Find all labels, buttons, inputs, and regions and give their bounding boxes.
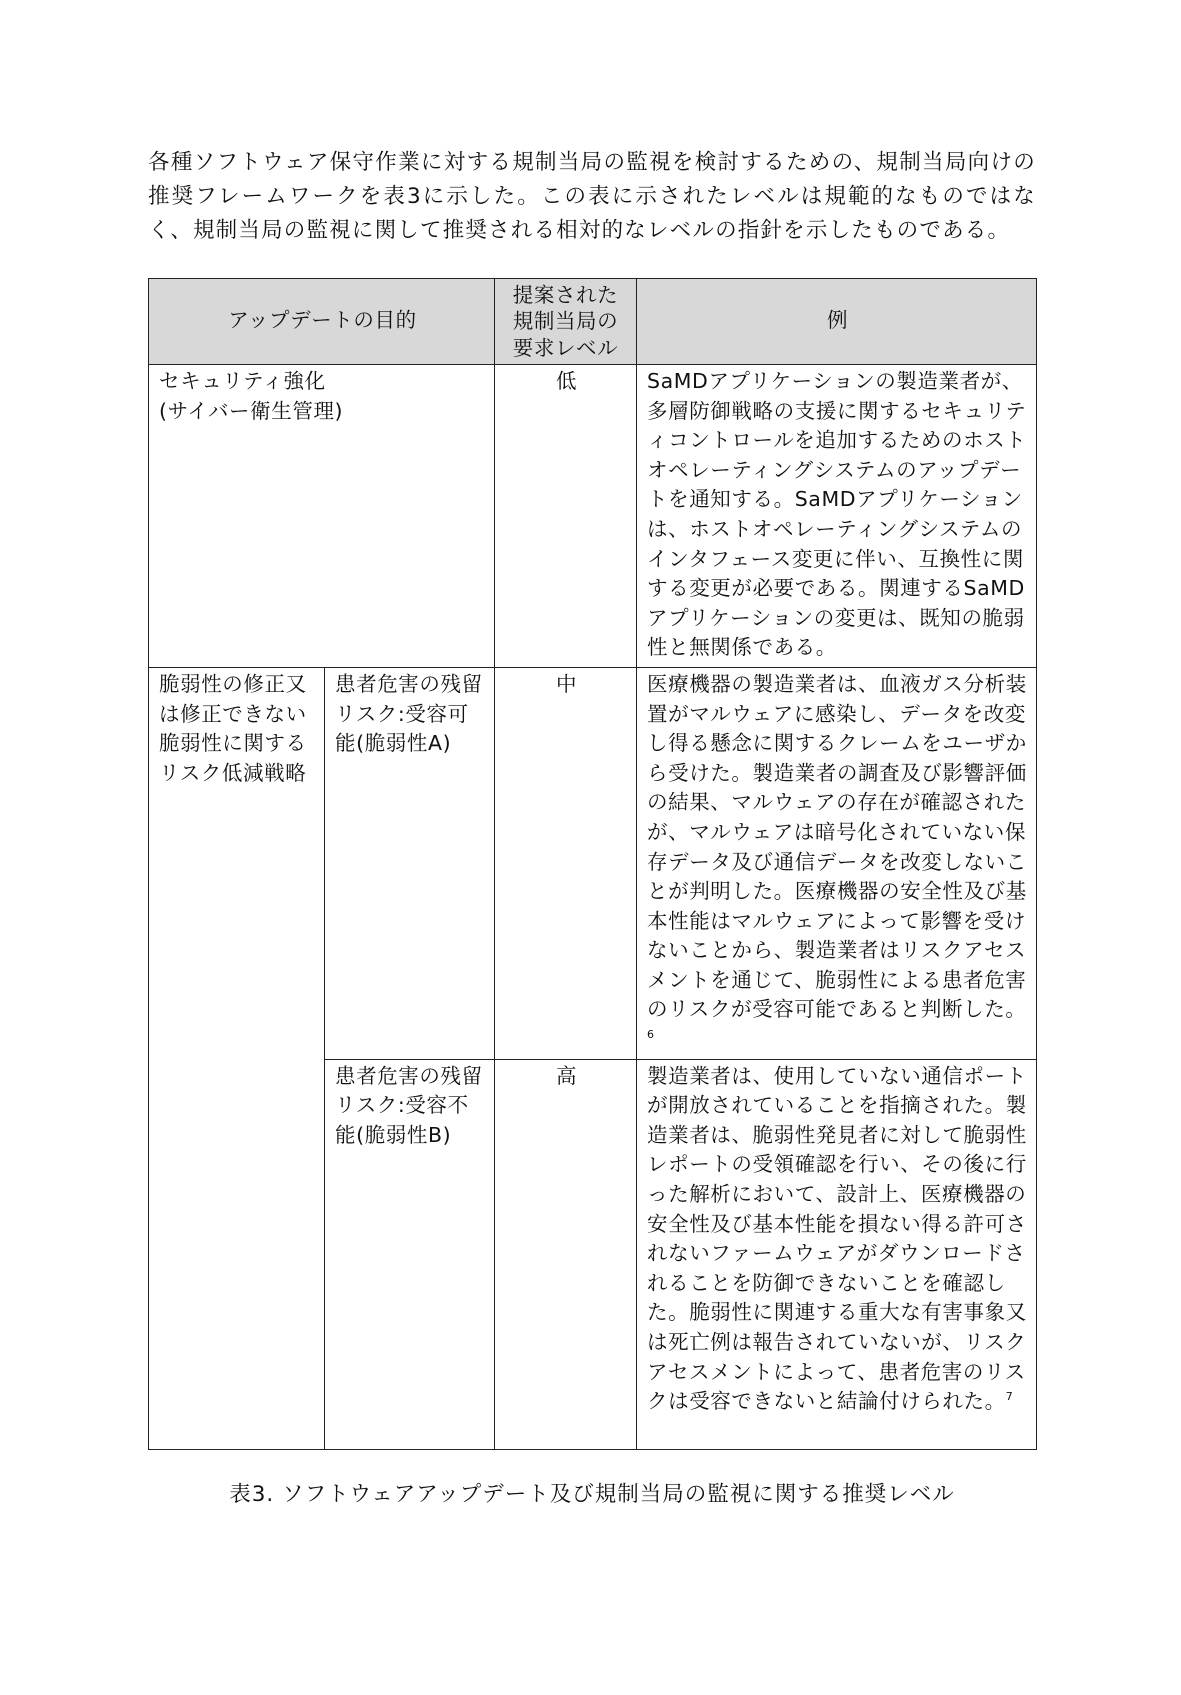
table-caption: 表3. ソフトウェアアップデート及び規制当局の監視に関する推奨レベル: [229, 1482, 955, 1507]
subrow-purpose-acceptable: 患者危害の残留リスク:受容可能(脆弱性A): [325, 667, 495, 1059]
header-example: 例: [637, 279, 1037, 365]
table-header-row: [149, 279, 1037, 365]
row-example-security: SaMDアプリケーションの製造業者が、多層防御戦略の支援に関するセキュリティコントロールを追加するためのホストオペレーティングシステムのアップデートを通知する。SaMDアプリケーションは、ホストオペレーティングシステムのインタフェース変更に伴い、互換性に関する変更が必要である。関連するSaMDアプリケーションの変更は、既知の脆弱性と無関係である。: [637, 365, 1037, 668]
header-level: 提案された規制当局の要求レベル: [495, 279, 637, 365]
row-level-medium: 中: [495, 667, 637, 1059]
row-example-acceptable: [637, 667, 1037, 1059]
row-example-unacceptable: [637, 1059, 1037, 1449]
row-level-low: 低: [495, 365, 637, 668]
row-level-high: 高: [495, 1059, 637, 1449]
example-text: 製造業者は、使用していない通信ポートが開放されていることを指摘された。製造業者は、脆弱性発見者に対して脆弱性レポートの受領確認を行い、その後に行った解析において、設計上、医療機器の安全性及び基本性能を損ない得る許可されないファームウェアがダウンロードされることを防御できないことを確認した。脆弱性に関連する重大な有害事象又は死亡例は報告されていないが、リスクアセスメントによって、患者危害のリスクは受容できないと結論付けられた。: [647, 1063, 1027, 1414]
intro-paragraph: 各種ソフトウェア保守作業に対する規制当局の監視を検討するための、規制当局向けの推奨フレームワークを表3に示した。この表に示されたレベルは規範的なものではなく、規制当局の監視に関して推奨される相対的なレベルの指針を示したものである。: [148, 150, 1036, 243]
footnote-marker: 6: [647, 1028, 655, 1042]
footnote-marker: 7: [1005, 1390, 1014, 1404]
table-row: [149, 667, 1037, 1059]
recommendation-table: [148, 278, 1037, 1450]
table-row: [149, 365, 1037, 668]
subrow-purpose-unacceptable: 患者危害の残留リスク:受容不能(脆弱性B): [325, 1059, 495, 1449]
example-text: 医療機器の製造業者は、血液ガス分析装置がマルウェアに感染し、データを改変し得る懸念に関するクレームをユーザから受けた。製造業者の調査及び影響評価の結果、マルウェアの存在が確認されたが、マルウェアは暗号化されていない保存データ及び通信データを改変しないことが判明した。医療機器の安全性及び基本性能はマルウェアによって影響を受けないことから、製造業者はリスクアセスメントを通じて、脆弱性による患者危害のリスクが受容可能であると判断した。: [647, 671, 1027, 1022]
group-purpose-vulnerability: 脆弱性の修正又は修正できない脆弱性に関するリスク低減戦略: [149, 667, 325, 1449]
row-purpose-security: セキュリティ強化(サイバー衛生管理): [149, 365, 495, 668]
header-purpose: アップデートの目的: [149, 279, 495, 365]
